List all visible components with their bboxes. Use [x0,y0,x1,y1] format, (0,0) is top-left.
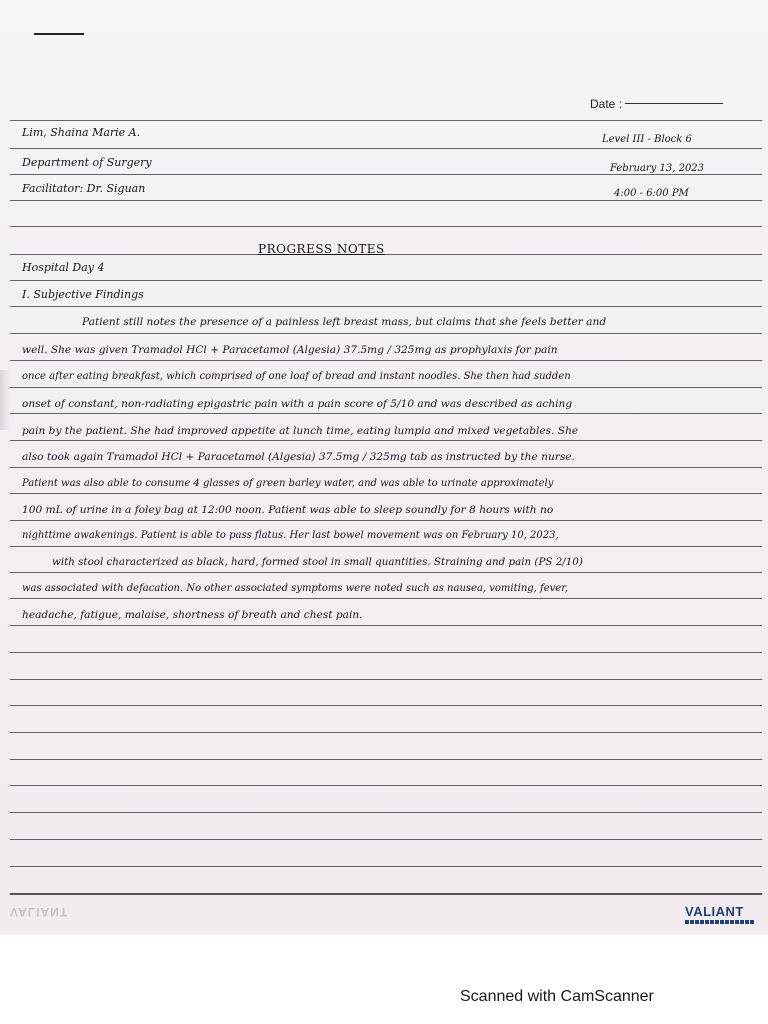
student-name: Lim, Shaina Marie A. [22,126,141,139]
ruled-line [10,679,762,680]
scan-watermark: Scanned with CamScanner [460,988,654,1005]
header-date: February 13, 2023 [610,163,705,174]
ruled-line [10,546,762,547]
facilitator: Facilitator: Dr. Siguan [22,182,146,195]
note-line: with stool characterized as black, hard, formed stool in small quantities. Straining and pain (PS 2/10) [52,556,583,568]
ruled-line [10,200,762,201]
ruled-line [10,572,762,573]
ruled-line [10,148,762,149]
ruled-line [10,493,762,494]
ruled-line [10,360,762,361]
ruled-line [10,226,762,227]
ruled-line [10,812,762,813]
ruled-line [10,732,762,733]
level-block: Level III - Block 6 [602,134,692,145]
note-line: nighttime awakenings. Patient is able to pass flatus. Her last bowel movement was on February 10, 2023, [22,530,559,541]
ruled-line [10,387,762,388]
ruled-line [10,413,762,414]
date-label: Date : [590,97,623,111]
department: Department of Surgery [22,156,152,169]
ruled-line [10,598,762,599]
note-line: headache, fatigue, malaise, shortness of breath and chest pain. [22,609,363,621]
ruled-line [10,866,762,867]
note-line: was associated with defacation. No other associated symptoms were noted such as nausea, vomiting, fever, [22,583,569,594]
ruled-line [10,333,762,334]
ruled-line [10,785,762,786]
ruled-line [10,254,762,255]
ruled-line [10,120,762,121]
ruled-line [10,705,762,706]
ruled-line [10,440,762,441]
ruled-line [10,306,762,307]
header-time: 4:00 - 6:00 PM [614,188,689,199]
note-line: well. She was given Tramadol HCl + Paracetamol (Algesia) 37.5mg / 325mg as prophylaxis for pain [22,344,558,356]
binding-shadow [0,370,10,430]
ruled-line [10,174,762,175]
ruled-line [10,839,762,840]
ruled-line [10,652,762,653]
date-blank-line [625,103,723,104]
ruled-line [10,625,762,626]
brand-mirror-logo: VALIANT [10,905,69,919]
hospital-day: Hospital Day 4 [22,261,105,274]
note-line: Patient was also able to consume 4 glasses of green barley water, and was able to urinate approximately [22,478,554,489]
note-line: Patient still notes the presence of a painless left breast mass, but claims that she feels better and [82,316,607,328]
top-stub-line [34,33,84,35]
note-line: once after eating breakfast, which comprised of one loaf of bread and instant noodles. She then had sudden [22,371,571,382]
section-heading: I. Subjective Findings [22,288,144,301]
note-line: also took again Tramadol HCl + Paracetamol (Algesia) 37.5mg / 325mg tab as instructed by the nurse. [22,451,575,463]
ruled-line [10,520,762,521]
brand-logo-stripe [685,920,755,924]
note-line: 100 mL of urine in a foley bag at 12:00 noon. Patient was able to sleep soundly for 8 hours with no [22,504,554,516]
ruled-line [10,280,762,281]
ruled-line [10,467,762,468]
bottom-margin-line [10,893,762,895]
note-line: pain by the patient. She had improved appetite at lunch time, eating lumpia and mixed vegetables. She [22,425,579,437]
page-title: PROGRESS NOTES [258,242,385,256]
brand-logo: VALIANT [685,904,744,919]
note-line: onset of constant, non-radiating epigastric pain with a pain score of 5/10 and was described as aching [22,398,573,410]
ruled-line [10,759,762,760]
